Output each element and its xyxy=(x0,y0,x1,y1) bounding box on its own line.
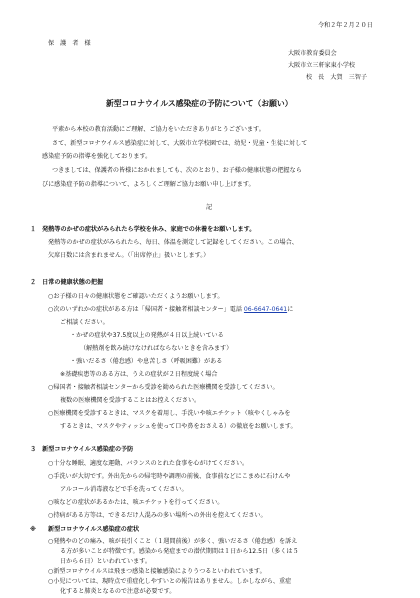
intro-line-3: 感染症予防の指導を強化しております。 xyxy=(42,153,152,160)
note-line-2: る方が多いことが特徴です。感染から発症までの潜伏期間は１日から12.5日（多くは５ xyxy=(60,548,299,555)
intro-line-1: 平素から本校の教育活動にご理解、ご協力をいただきありがとうございます。 xyxy=(52,126,265,133)
section-3-line-1: ○十分な睡眠、適度な運動、バランスのとれた食事を心がけてください。 xyxy=(48,460,249,467)
section-2-line-11: するときは、マスクやティッシュを使って口や鼻をおさえる）の徹底をお願いします。 xyxy=(60,423,297,430)
note-mark: ※ xyxy=(30,526,36,533)
note-line-5: ○小児については、現時点で重症化しやすいとの報告はありません。しかしながら、重症 xyxy=(48,578,292,585)
note-heading: 新型コロナウイルス感染症の症状 xyxy=(48,526,140,533)
section-2-line-10: ○医療機関を受診するときは、マスクを着用し、手洗いや咳エチケット（咳やくしゃみを xyxy=(48,410,291,417)
sender-school: 大阪市立三軒家東小学校 xyxy=(288,62,356,69)
symptom-note: ※基礎疾患等のある方は、うえの症状が２日程度続く場合 xyxy=(60,371,218,378)
section-3-line-3: アルコール消毒液などで手を洗ってください。 xyxy=(60,486,188,493)
section-3-line-2: ○手洗いが大切です。外出先からの帰宅時や調理の前後、食事前などにこまめに石けんや xyxy=(48,473,291,480)
section-3-line-4: ○咳などの症状があるかたは、咳エチケットを行ってください。 xyxy=(48,499,224,506)
section-2-heading: ２ 日常の健康状態の把握 xyxy=(30,279,104,286)
intro-line-5: びに感染症予防の指導について、よろしくご理解ご協力お願い申し上げます。 xyxy=(42,181,255,188)
section-3-line-5: ○持病がある方等は、できるだけ人混みの多い場所への外出を控えてください。 xyxy=(48,512,267,519)
symptom-2: ・強いだるさ（倦怠感）や息苦しさ（呼吸困難）がある xyxy=(70,358,223,365)
sender-principal: 校 長 大賀 三智子 xyxy=(306,74,367,81)
ki-marker: 記 xyxy=(206,204,213,211)
symptom-1: ・かぜの症状や37.5度以上の発熱が４日以上続いている xyxy=(70,332,224,339)
document-title: 新型コロナウイルス感染症の予防について（お願い） xyxy=(106,99,293,108)
section-1-line-2: 欠席日数には含まれません。（「出席停止」扱いとします。） xyxy=(48,252,210,259)
section-2-line-3: ご相談ください。 xyxy=(60,319,109,326)
section-2-line-8: ○帰国者・接触者相談センターから受診を勧められた医療機関を受診してください。 xyxy=(48,384,279,391)
section-3-heading: ３ 新型コロナウイルス感染症の予防 xyxy=(30,446,134,453)
intro-line-4: つきましては、保護者の皆様におかれましても、次のとおり、お子様の健康状態の把握なら xyxy=(52,167,302,174)
note-line-3: 日から６日）といわれています。 xyxy=(60,558,151,565)
note-line-1: ○発熱やのどの痛み、咳が長引くこと（１週間前後）が多く、強いだるさ（倦怠感）を訴え xyxy=(48,538,298,545)
section-2-line-1: ○お子様の日々の健康状態をご確認いただくようお願いします。 xyxy=(48,293,224,300)
section-2-line-9: 複数の医療機関を受診することはお控えください。 xyxy=(60,397,201,404)
sender-org: 大阪市教育委員会 xyxy=(288,50,337,57)
intro-line-2: さて、新型コロナウイルス感染症に対して、大阪市立学校園では、幼児・児童・生徒に対して xyxy=(52,140,308,147)
section-1-line-1: 発熱等のかぜの症状がみられたら、毎日、体温を測定して記録をしてください。この場合、 xyxy=(48,239,298,246)
section-1-heading: １ 発熱等のかぜの症状がみられたら学校を休み、家庭での休養をお願いします。 xyxy=(30,226,256,233)
document-date: 令和２年２月２０日 xyxy=(318,22,373,29)
note-line-4: ○新型コロナウイルスは飛まつ感染と接触感染によりうつるといわれています。 xyxy=(48,568,266,575)
section-2-line-2: ○次のいずれかの症状がある方は「帰国者・接触者相談センター」電話 06-6647-0641に xyxy=(48,306,294,313)
consult-phone-link[interactable]: 06-6647-0641 xyxy=(243,306,288,313)
note-line-6: 化すると肺炎となるので注意が必要です。 xyxy=(60,588,176,595)
symptom-1-note: （解熱剤を飲み続けなければならないときを含みます） xyxy=(80,345,233,352)
recipient: 保 護 者 様 xyxy=(48,40,91,47)
